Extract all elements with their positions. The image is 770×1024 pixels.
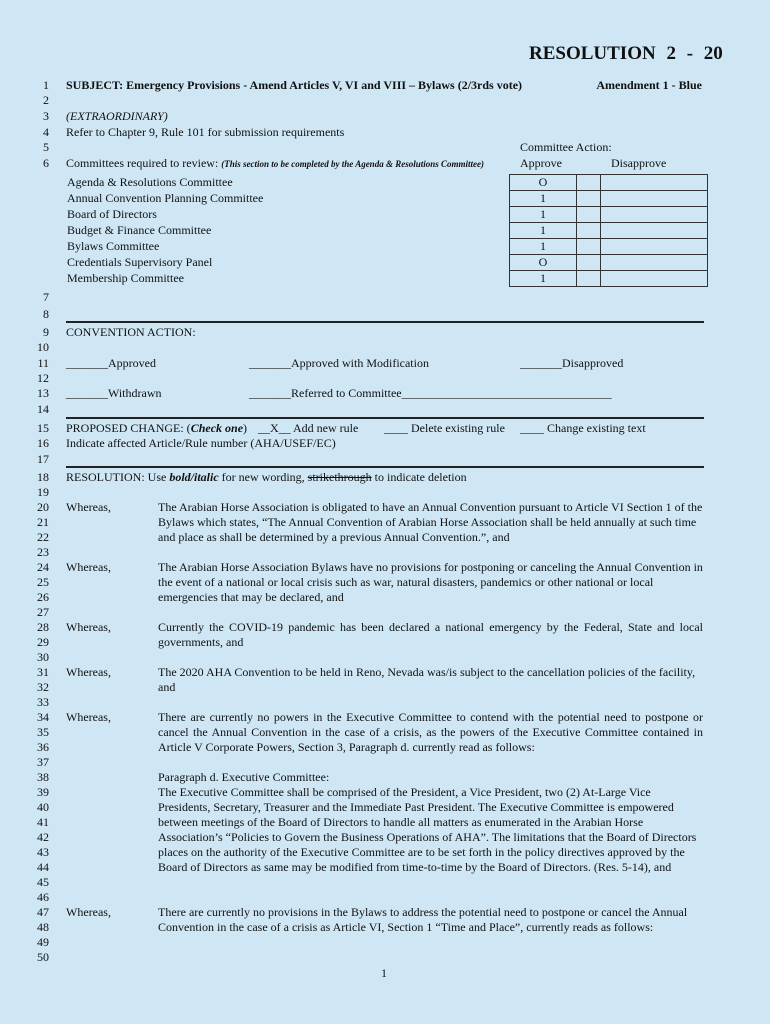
line-number: 37 [37,755,49,769]
committee-name: Agenda & Resolutions Committee [67,175,233,189]
disapprove-cell [601,191,708,207]
table-row [66,207,708,223]
whereas-label: Whereas, [66,620,111,634]
committee-name: Board of Directors [67,207,157,221]
line-number: 50 [37,950,49,964]
committee-action-label: Committee Action: [520,140,612,154]
line-number: 44 [37,860,49,874]
line-number: 36 [37,740,49,754]
withdrawn-blank: _______Withdrawn [66,386,162,400]
line-number: 20 [37,500,49,514]
whereas-label: Whereas, [66,710,111,724]
convention-action-heading: CONVENTION ACTION: [66,325,196,339]
disapprove-header: Disapprove [611,156,667,170]
resolution-title: RESOLUTION 2 - 20 [529,43,723,64]
table-row [66,239,708,255]
bold-italic-sample: bold/italic [169,470,219,484]
line-number: 18 [37,470,49,484]
disapprove-cell [601,255,708,271]
resolution-suffix: to indicate deletion [371,470,467,484]
line-number: 21 [37,515,49,529]
section-divider [66,466,704,468]
extraordinary-label: (EXTRAORDINARY) [66,109,168,123]
refer-note: Refer to Chapter 9, Rule 101 for submission requirements [66,125,345,139]
line-number: 25 [37,575,49,589]
line-number: 22 [37,530,49,544]
line-number: 29 [37,635,49,649]
table-row [66,255,708,271]
section-divider [66,417,704,419]
delete-rule-option: ____ Delete existing rule [384,421,505,435]
referred-blank: _______Referred to Committee___________________________________ [249,386,612,400]
line-number: 19 [37,485,49,499]
line-number: 49 [37,935,49,949]
line-number: 43 [37,845,49,859]
amendment-label: Amendment 1 - Blue [596,78,702,92]
line-number: 46 [37,890,49,904]
line-number: 32 [37,680,49,694]
check-cell [577,271,601,287]
whereas-clause: There are currently no provisions in the Bylaws to address the potential need to postpone or cancel the Annual Convention in the case of a crisis as Article VI, Section 1 “Time and Place”, currently reads as follows: [158,905,688,934]
check-cell [577,191,601,207]
committee-name: Annual Convention Planning Committee [67,191,264,205]
approve-cell: O [510,175,577,191]
approve-cell: 1 [510,239,577,255]
table-row [66,175,708,191]
check-cell [577,239,601,255]
line-number: 17 [37,452,49,466]
approved-with-modification-blank: _______Approved with Modification [249,356,429,370]
affected-rule-note: Indicate affected Article/Rule number (AHA/USEF/EC) [66,436,336,450]
whereas-clause: The 2020 AHA Convention to be held in Reno, Nevada was/is subject to the cancellation policies of the facility, and [158,665,696,694]
disapprove-cell [601,239,708,255]
line-number: 10 [37,340,49,354]
whereas-label: Whereas, [66,905,111,919]
check-cell [577,255,601,271]
page-number: 1 [381,966,387,980]
approve-cell: 1 [510,223,577,239]
line-number: 41 [37,815,49,829]
line-number: 42 [37,830,49,844]
section-divider [66,321,704,323]
committee-name: Credentials Supervisory Panel [67,255,213,269]
strikethrough-sample: strikethrough [307,470,372,484]
line-number: 14 [37,402,49,416]
committees-required-text: Committees required to review: [66,156,219,170]
line-number: 11 [37,356,49,370]
line-number: 39 [37,785,49,799]
whereas-clause: The Arabian Horse Association Bylaws have no provisions for postponing or canceling the Annual Convention in the event of a national or local crisis such as war, natural disasters, pandemics or other national or local emergencies that may be declared, and [158,560,703,604]
paren-close: ) [243,421,248,435]
line-number: 13 [37,386,49,400]
line-number: 15 [37,421,49,435]
line-number: 26 [37,590,49,604]
proposed-change-line [66,421,247,436]
committees-note: (This section to be completed by the Agenda & Resolutions Committee) [221,159,484,169]
approve-cell: 1 [510,271,577,287]
disapprove-cell [601,223,708,239]
subject-line: SUBJECT: Emergency Provisions - Amend Articles V, VI and VIII – Bylaws (2/3rds vote) [66,78,523,92]
whereas-clause: The Arabian Horse Association is obligated to have an Annual Convention pursuant to Article VI Section 1 of the Bylaws which states, “The Annual Convention of Arabian Horse Association shall be held annually at such time and place as shall be determined by a previous Annual Convention.”, and [158,500,703,544]
disapprove-cell [601,207,708,223]
line-number: 27 [37,605,49,619]
table-row [66,223,708,239]
check-one-label: Check one [190,421,244,435]
line-number: 34 [37,710,49,724]
committee-name: Membership Committee [67,271,184,285]
line-number: 9 [43,325,49,339]
resolution-mid: for new wording, [218,470,308,484]
line-number: 40 [37,800,49,814]
line-number: 31 [37,665,49,679]
disapproved-blank: _______Disapproved [520,356,624,370]
change-text-option: ____ Change existing text [520,421,646,435]
approved-blank: _______Approved [66,356,156,370]
line-number: 38 [37,770,49,784]
proposed-change-label: PROPOSED CHANGE: ( [66,421,191,435]
add-new-rule-option: __X__ Add new rule [258,421,359,435]
line-number: 12 [37,371,49,385]
whereas-clause: There are currently no powers in the Executive Committee to contend with the potential need to postpone or cancel the Annual Convention in the case of a crisis, as the powers of the Executive Committee contained in Article V Corporate Powers, Section 3, Paragraph d. currently read as follows: [158,710,703,754]
whereas-clause: Currently the COVID-19 pandemic has been declared a national emergency by the Federal, State and local governments, and [158,620,703,649]
line-number: 3 [43,109,49,123]
line-number: 5 [43,140,49,154]
line-number: 45 [37,875,49,889]
line-number: 30 [37,650,49,664]
line-number: 28 [37,620,49,634]
approve-header: Approve [520,156,562,170]
paragraph-d-body: The Executive Committee shall be comprised of the President, a Vice President, two (2) At-Large Vice Presidents, Secretary, Treasurer and the Immediate Past President. The Executive Committee is empowered between meetings of the Board of Directors to handle all matters as enumerated in the Arabian Horse Association’s “Policies to Govern the Business Operations of AHA”. The limitations that the Board of Directors places on the authority of the Executive Committee are to be set forth in the policy directives approved by the Board of Directors as same may be modified from time-to-time by the Board of Directors. (Res. 5-14), and [158,785,697,874]
approve-cell: O [510,255,577,271]
line-number: 24 [37,560,49,574]
line-number: 1 [43,78,49,92]
check-cell [577,175,601,191]
whereas-label: Whereas, [66,665,111,679]
line-number: 6 [43,156,49,170]
line-number: 8 [43,307,49,321]
table-row [66,191,708,207]
committees-table [66,174,708,287]
line-number: 33 [37,695,49,709]
disapprove-cell [601,271,708,287]
paragraph-d-heading: Paragraph d. Executive Committee: [158,770,330,784]
line-number: 2 [43,93,49,107]
table-row [66,271,708,287]
line-number: 47 [37,905,49,919]
check-cell [577,223,601,239]
check-cell [577,207,601,223]
whereas-label: Whereas, [66,560,111,574]
line-number: 16 [37,436,49,450]
resolution-prefix: RESOLUTION: Use [66,470,170,484]
line-number: 7 [43,290,49,304]
line-number: 23 [37,545,49,559]
committees-required-label [66,156,484,171]
line-number: 4 [43,125,49,139]
line-number: 48 [37,920,49,934]
whereas-label: Whereas, [66,500,111,514]
resolution-instructions [66,470,467,485]
approve-cell: 1 [510,207,577,223]
line-number: 35 [37,725,49,739]
disapprove-cell [601,175,708,191]
committee-name: Budget & Finance Committee [67,223,212,237]
approve-cell: 1 [510,191,577,207]
committee-name: Bylaws Committee [67,239,160,253]
